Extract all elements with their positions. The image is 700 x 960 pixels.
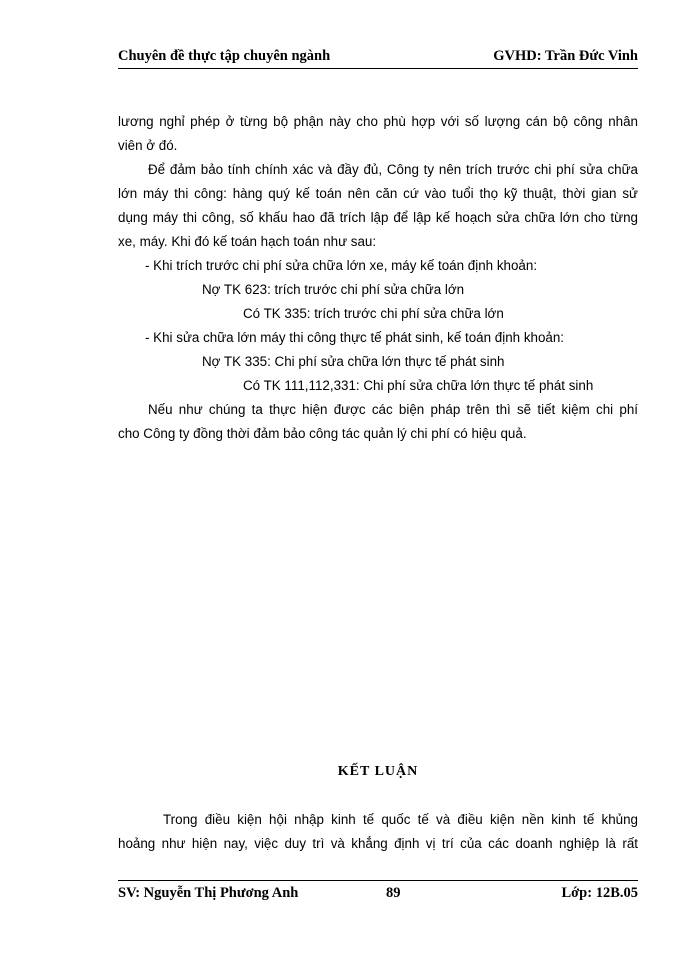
footer-class: Lớp: 12B.05	[561, 885, 638, 901]
body-line: Có TK 335: trích trước chi phí sửa chữa lớn	[243, 306, 504, 321]
body-line: viên ở đó.	[118, 138, 178, 153]
body-line: Có TK 111,112,331: Chi phí sửa chữa lớn thực tế phát sinh	[243, 378, 594, 393]
body-line: Nếu như chúng ta thực hiện được các biện pháp trên thì sẽ tiết kiệm chi phí	[148, 402, 638, 417]
body-line: - Khi sửa chữa lớn máy thi công thực tế phát sinh, kế toán định khoản:	[145, 330, 565, 345]
footer-student: SV: Nguyễn Thị Phương Anh	[118, 885, 299, 901]
body-line: lương nghỉ phép ở từng bộ phận này cho phù hợp với số lượng cán bộ công nhân	[118, 114, 638, 129]
body-line: lớn máy thi công: hàng quý kế toán nên căn cứ vào tuổi thọ kỹ thuật, thời gian sử	[118, 186, 638, 201]
body-line: xe, máy. Khi đó kế toán hạch toán như sau:	[118, 234, 377, 249]
page-number: 89	[386, 885, 401, 901]
page-header	[118, 46, 638, 69]
page-footer	[118, 880, 638, 905]
header-advisor: GVHD: Trần Đức Vinh	[493, 48, 638, 64]
conclusion-line: hoảng như hiện nay, việc duy trì và khẳng định vị trí của các doanh nghiệp là rất	[118, 836, 638, 851]
body-line: Nợ TK 335: Chi phí sửa chữa lớn thực tế phát sinh	[202, 354, 505, 369]
body-line: - Khi trích trước chi phí sửa chữa lớn xe, máy kế toán định khoản:	[145, 258, 538, 273]
header-title: Chuyên đề thực tập chuyên ngành	[118, 48, 331, 64]
body-line: cho Công ty đồng thời đảm bảo công tác quản lý chi phí có hiệu quả.	[118, 426, 527, 441]
conclusion-title: KẾT LUẬN	[337, 764, 419, 779]
body-line: Để đảm bảo tính chính xác và đầy đủ, Công ty nên trích trước chi phí sửa chữa	[148, 162, 638, 177]
body-line: dụng máy thi công, số khấu hao đã trích lập để lập kế hoạch sửa chữa lớn cho từng	[118, 210, 638, 225]
body-line: Nợ TK 623: trích trước chi phí sửa chữa lớn	[202, 282, 465, 297]
conclusion-line: Trong điều kiện hội nhập kinh tế quốc tế và điều kiện nền kinh tế khủng	[163, 812, 638, 827]
